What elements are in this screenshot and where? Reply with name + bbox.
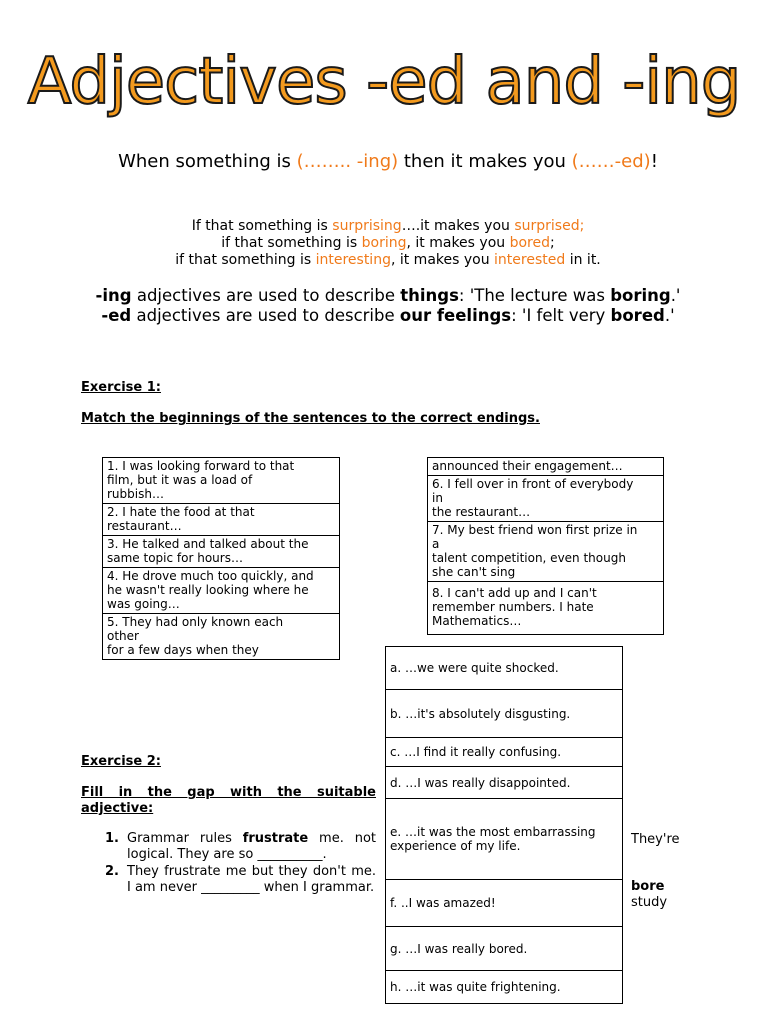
rule-key: our feelings [399, 306, 512, 325]
example-text: ….it makes you [401, 218, 515, 234]
cell-line: other [107, 629, 139, 643]
rule-label: -ed [101, 306, 132, 325]
cell-line: 4. He drove much too quickly, and [107, 569, 314, 583]
cell-line: rubbish… [107, 487, 164, 501]
table-row [428, 458, 664, 476]
rule-text: : 'I felt very [511, 306, 611, 325]
ending-cell: a. …we were quite shocked. [386, 647, 623, 690]
example-text: in it. [565, 252, 601, 268]
rule-label: -ing [95, 286, 132, 305]
table-row [103, 504, 340, 536]
cell-line: in [432, 491, 443, 505]
rules-block [80, 286, 696, 326]
side-word-theyre: They're [631, 832, 680, 847]
rule-ing [80, 286, 696, 306]
ending-cell: b. …it's absolutely disgusting. [386, 690, 623, 738]
example-text: , it makes you [406, 235, 510, 251]
example-text: ; [550, 235, 555, 251]
table-row [428, 522, 664, 582]
beginning-cell [428, 582, 664, 635]
endings-table [385, 646, 623, 1004]
list-item [81, 864, 376, 895]
intro-ed-blank: (……-ed) [571, 151, 651, 172]
intro-part1: When something is [118, 151, 297, 172]
beginning-cell [103, 568, 340, 614]
cell-line: 1. I was looking forward to that [107, 459, 295, 473]
rule-example: bored [610, 306, 665, 325]
beginning-cell [428, 522, 664, 582]
cell-line: restaurant… [107, 519, 182, 533]
example-ing-word: interesting [315, 252, 391, 268]
exercise2-questions [81, 831, 376, 897]
cell-line: remember numbers. I hate [432, 600, 594, 614]
question-number: 2. [105, 864, 119, 879]
example-text: if that something is [221, 235, 362, 251]
example-text: , it makes you [390, 252, 495, 268]
table-row [103, 614, 340, 660]
ending-cell: g. …I was really bored. [386, 927, 623, 971]
rule-text: .' [664, 306, 675, 325]
rule-example: boring [610, 286, 671, 305]
cell-line: he wasn't really looking where he [107, 583, 309, 597]
cell-line: Mathematics… [432, 614, 522, 628]
rule-text: adjectives are used to describe [131, 286, 401, 305]
intro-ing-blank: (…….. -ing) [296, 151, 399, 172]
question-number: 1. [105, 831, 119, 846]
example-line [80, 235, 696, 252]
cell-line: 6. I fell over in front of everybody [432, 477, 634, 491]
cell-line: announced their engagement… [432, 459, 623, 473]
cell-line: was going… [107, 597, 180, 611]
table-row [386, 738, 623, 767]
side-word-study: study [631, 895, 668, 910]
beginnings-table-left [102, 457, 340, 660]
rule-text: .' [670, 286, 681, 305]
page-title: Adjectives -ed and -ing [27, 45, 741, 119]
cell-line: same topic for hours… [107, 551, 243, 565]
cell-line: 5. They had only known each [107, 615, 284, 629]
table-row [386, 799, 623, 880]
table-row [386, 927, 623, 971]
exercise1-title: Exercise 1: [81, 380, 161, 395]
cell-line: the restaurant… [432, 505, 531, 519]
table-row [428, 582, 664, 635]
ending-cell: h. …it was quite frightening. [386, 971, 623, 1004]
exercise2-title: Exercise 2: [81, 754, 161, 769]
table-row [428, 476, 664, 522]
cell-line: 2. I hate the food at that [107, 505, 255, 519]
exercise2-instruction: Fill in the gap with the suitable adjective: [81, 785, 376, 816]
cell-line: talent competition, even though [432, 551, 626, 565]
example-line [80, 252, 696, 269]
side-word-bore: bore [631, 879, 665, 894]
example-ing-word: surprising [332, 218, 402, 234]
ending-cell: d. …I was really disappointed. [386, 767, 623, 799]
rule-key: things [400, 286, 459, 305]
ending-cell: c. …I find it really confusing. [386, 738, 623, 767]
cell-line: 8. I can't add up and I can't [432, 586, 597, 600]
cell-line: film, but it was a load of [107, 473, 253, 487]
beginning-cell [103, 504, 340, 536]
intro-part3: ! [650, 151, 658, 172]
table-row [103, 458, 340, 504]
example-ed-word: interested [494, 252, 566, 268]
table-row [103, 568, 340, 614]
question-text: me. not logical. They are so __________. [127, 831, 376, 862]
intro-sentence [80, 150, 696, 173]
example-ed-word: surprised; [514, 218, 585, 234]
example-ed-word: bored [509, 235, 550, 251]
example-text: If that something is [191, 218, 333, 234]
table-row [386, 971, 623, 1004]
rule-ed [80, 306, 696, 326]
beginning-cell [103, 614, 340, 660]
table-row [386, 767, 623, 799]
beginnings-table-right [427, 457, 664, 635]
cell-line: for a few days when they [107, 643, 259, 657]
intro-part2: then it makes you [398, 151, 572, 172]
cell-line: a [432, 537, 440, 551]
beginning-cell [428, 476, 664, 522]
table-row [103, 536, 340, 568]
example-text: if that something is [175, 252, 316, 268]
table-row [386, 880, 623, 927]
example-ing-word: boring [361, 235, 407, 251]
table-row [386, 690, 623, 738]
beginning-cell [428, 458, 664, 476]
cell-line: 7. My best friend won first prize in [432, 523, 638, 537]
example-line [80, 218, 696, 235]
ending-cell: e. …it was the most embarrassing experience of my life. [386, 799, 623, 880]
cell-line: 3. He talked and talked about the [107, 537, 309, 551]
table-row [386, 647, 623, 690]
rule-text: adjectives are used to describe [131, 306, 400, 325]
list-item [81, 831, 376, 862]
question-text: They frustrate me but they don't me. I am never _________ when I grammar. [127, 864, 376, 895]
beginning-cell [103, 458, 340, 504]
question-bold-word: frustrate [242, 831, 309, 846]
examples-block [80, 218, 696, 269]
cell-line: she can't sing [432, 565, 516, 579]
exercise1-instruction: Match the beginnings of the sentences to the correct endings. [81, 411, 540, 426]
rule-text: : 'The lecture was [458, 286, 611, 305]
question-text: Grammar rules [127, 831, 243, 846]
ending-cell: f. ..I was amazed! [386, 880, 623, 927]
beginning-cell [103, 536, 340, 568]
